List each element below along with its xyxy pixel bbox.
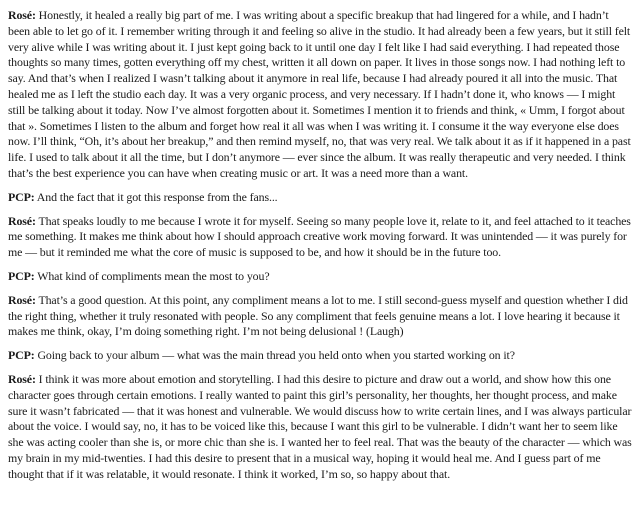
paragraph-text: I think it was more about emotion and storytelling. I had this desire to picture and draw out a world, and show how this one character goes through certain emotions. I really wanted to paint this girl’s personality, her thoughts, her thought process, and make sure it wasn’t fabricated — that it was honest and vulnerable. We would discuss how to write certain lines, and I was always particular about the voice. I would say, no, it has to be voiced like this, because I want this girl to be vulnerable. I didn’t want her to seem like she was acting cooler than she is, or more chic than she is. I wanted her to feel real. That was the beauty of the character — which was my brain in my mid-twenties. I had this desire to present that in a musical way, hoping it would heal me. And I guess part of me thought that if it was relatable, it would resonate. I think it worked, I’m so, so happy about that. <box>8 371 632 481</box>
speaker-name: Rosé: <box>8 292 36 307</box>
interview-paragraph <box>8 372 632 483</box>
paragraph-text: And the fact that it got this response from the fans... <box>36 189 278 204</box>
paragraph-text: Going back to your album — what was the main thread you held onto when you started working on it? <box>37 348 515 363</box>
interview-paragraph <box>8 190 632 206</box>
speaker-name: Rosé: <box>8 8 36 22</box>
interview-paragraph <box>8 269 632 285</box>
speaker-name: Rosé: <box>8 213 36 228</box>
paragraph-text: That’s a good question. At this point, any compliment means a lot to me. I still second-guess myself and question whether I did the right thing, whether it truly resonated with people. So any compliment that feels genuine means a lot. I love hearing it because it makes me think, okay, I’m doing something right. I’m not being delusional ! (Laugh) <box>8 292 628 339</box>
paragraph-text: What kind of compliments mean the most to you? <box>37 268 270 283</box>
interview-paragraph <box>8 214 632 261</box>
speaker-name: PCP: <box>8 348 35 363</box>
interview-paragraph <box>8 8 632 182</box>
speaker-name: PCP: <box>8 268 35 283</box>
speaker-name: PCP: <box>8 189 35 204</box>
interview-paragraph <box>8 293 632 340</box>
speaker-name: Rosé: <box>8 371 36 386</box>
paragraph-text: Honestly, it healed a really big part of me. I was writing about a specific breakup that had lingered for a while, and I hadn’t been able to let go of it. I remember writing through it and feeling so alive in the studio. It had already been a few years, but it still felt very alive while I was writing about it. I just kept going back to it until one day I felt like I had said everything. I had repeated those thoughts so many times, gotten everything off my chest, written it all down on paper. It lives in those songs now. I had nothing left to say. And that’s when I realized I wasn’t talking about it anymore in real life, because I had already poured it all into the music. That healed me as I left the studio each day. It was a very organic process, and very necessary. If I hadn’t done it, who knows — I might still be talking about it today. Now I’ve almost forgotten about it. Sometimes I mention it to friends and think, « Umm, I forgot about that ». Sometimes I listen to the album and forget how real it all was when I was writing it. I consume it the way everyone else does now. I’ll think, “Oh, it’s about her breakup,” and then remind myself, no, that was very real. We talk about it as if it happened in a past life. I used to talk about it all the time, but I don’t anymore — ever since the album. It was really therapeutic and very needed. I think that’s the best experience you can have when creating music or art. It was a need more than a want. <box>8 8 631 180</box>
interview-paragraph <box>8 348 632 364</box>
paragraph-text: That speaks loudly to me because I wrote it for myself. Seeing so many people love it, relate to it, and feel attached to it teaches me something. It makes me think about how I should approach creative work moving forward. It was unintended — it was purely for me — but it reminded me what the core of music is supposed to be, and how it should be in the future too. <box>8 213 631 260</box>
